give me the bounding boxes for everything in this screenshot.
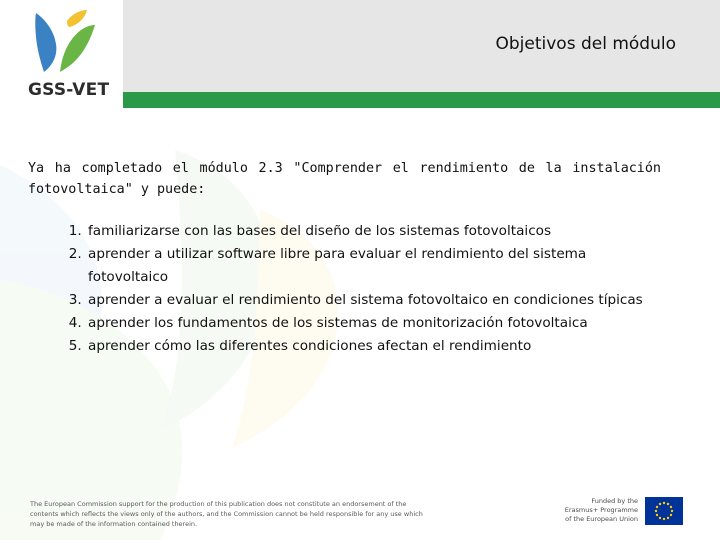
objective-item: 5. aprender cómo las diferentes condiciones afectan el rendimiento xyxy=(86,335,661,358)
disclaimer-line: contents which reflects the views only of the authors, and the Commission cannot be held responsible for any use which xyxy=(30,510,423,518)
intro-paragraph: Ya ha completado el módulo 2.3 "Comprender el rendimiento de la instalación fotovoltaica" y puede: xyxy=(28,161,661,197)
page-title: Objetivos del módulo xyxy=(495,34,676,54)
funding-line: Erasmus+ Programme xyxy=(564,506,638,514)
footer-disclaimer xyxy=(30,499,450,529)
green-strip xyxy=(123,92,720,108)
eu-flag-icon xyxy=(645,497,683,525)
leaf-logo-icon xyxy=(28,6,98,74)
objective-item: 2. aprender a utilizar software libre para evaluar el rendimiento del sistema fotovoltaico xyxy=(86,243,661,289)
content xyxy=(28,158,661,358)
gss-vet-logo xyxy=(20,6,120,106)
objective-item: 1. familiarizarse con las bases del diseño de los sistemas fotovoltaicos xyxy=(86,220,661,243)
logo-text: GSS-VET xyxy=(28,80,110,100)
objective-item: 3. aprender a evaluar el rendimiento del sistema fotovoltaico en condiciones típicas xyxy=(86,289,661,312)
disclaimer-line: may be made of the information contained therein. xyxy=(30,520,198,528)
disclaimer-line: The European Commission support for the production of this publication does not constitute an endorsement of the xyxy=(30,500,407,508)
funding-line: Funded by the xyxy=(591,497,638,505)
objective-item: 4. aprender los fundamentos de los sistemas de monitorización fotovoltaica xyxy=(86,312,661,335)
objectives-list xyxy=(28,220,661,358)
funding-line: of the European Union xyxy=(565,515,638,523)
funding-label xyxy=(552,497,638,524)
